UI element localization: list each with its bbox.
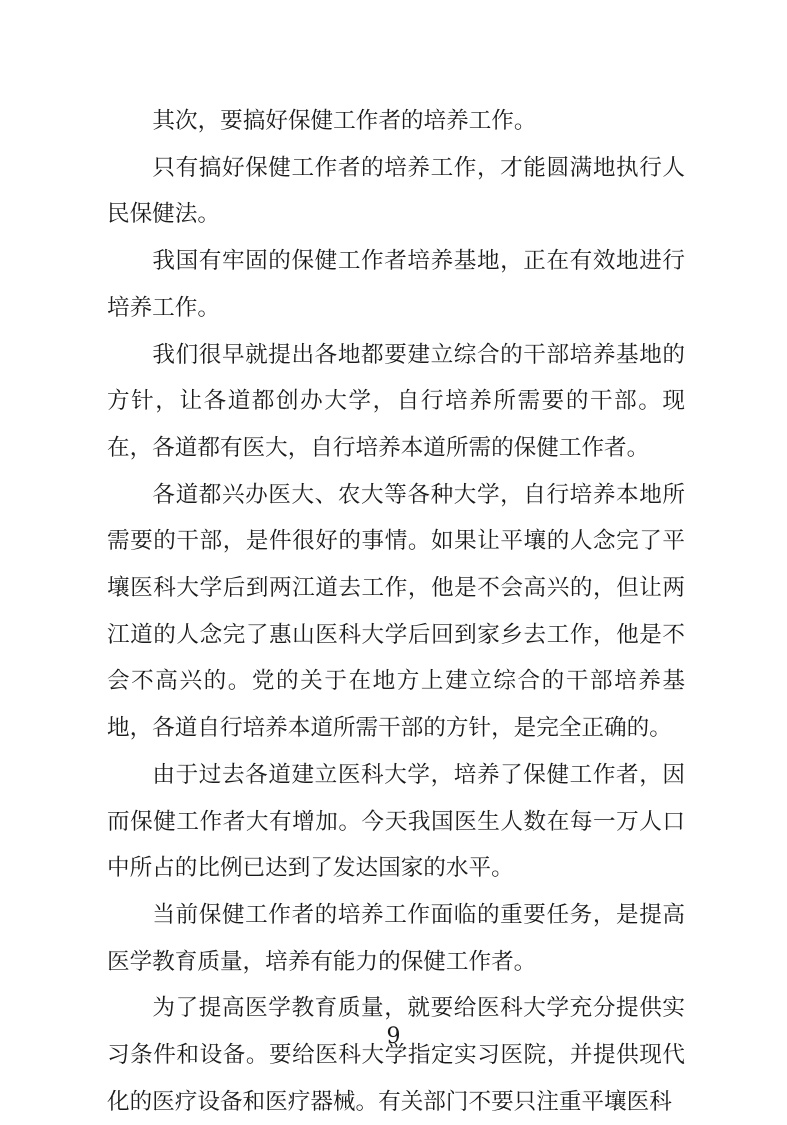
paragraph: 为了提高医学教育质量，就要给医科大学充分提供实习条件和设备。要给医科大学指定实习医院，并提供现代化的医疗设备和医疗器械。有关部门不要只注重平壤医科: [107, 995, 685, 1115]
paragraph: 当前保健工作者的培养工作面临的重要任务，是提高医学教育质量，培养有能力的保健工作者。: [107, 901, 685, 975]
paragraph: 只有搞好保健工作者的培养工作，才能圆满地执行人民保健法。: [107, 154, 685, 228]
paragraph: 由于过去各道建立医科大学，培养了保健工作者，因而保健工作者大有增加。今天我国医生人数在每一万人口中所占的比例已达到了发达国家的水平。: [107, 761, 685, 882]
page-number: 9: [386, 1024, 401, 1049]
paragraph: 我国有牢固的保健工作者培养基地，正在有效地进行培养工作。: [107, 248, 685, 321]
paragraph: 各道都兴办医大、农大等各种大学，自行培养本地所需要的干部，是件很好的事情。如果让平壤的人念完了平壤医科大学后到两江道去工作，他是不会高兴的，但让两江道的人念完了惠山医科大学后回到家乡去工作，他是不会不高兴的。党的关于在地方上建立综合的干部培养基地，各道自行培养本道所需干部的方针，是完全正确的。: [107, 481, 685, 742]
paragraph: 其次，要搞好保健工作者的培养工作。: [152, 108, 537, 134]
paragraph: 我们很早就提出各地都要建立综合的干部培养基地的方针，让各道都创办大学，自行培养所需要的干部。现在，各道都有医大，自行培养本道所需的保健工作者。: [107, 341, 685, 461]
body-text: [107, 98, 685, 1125]
